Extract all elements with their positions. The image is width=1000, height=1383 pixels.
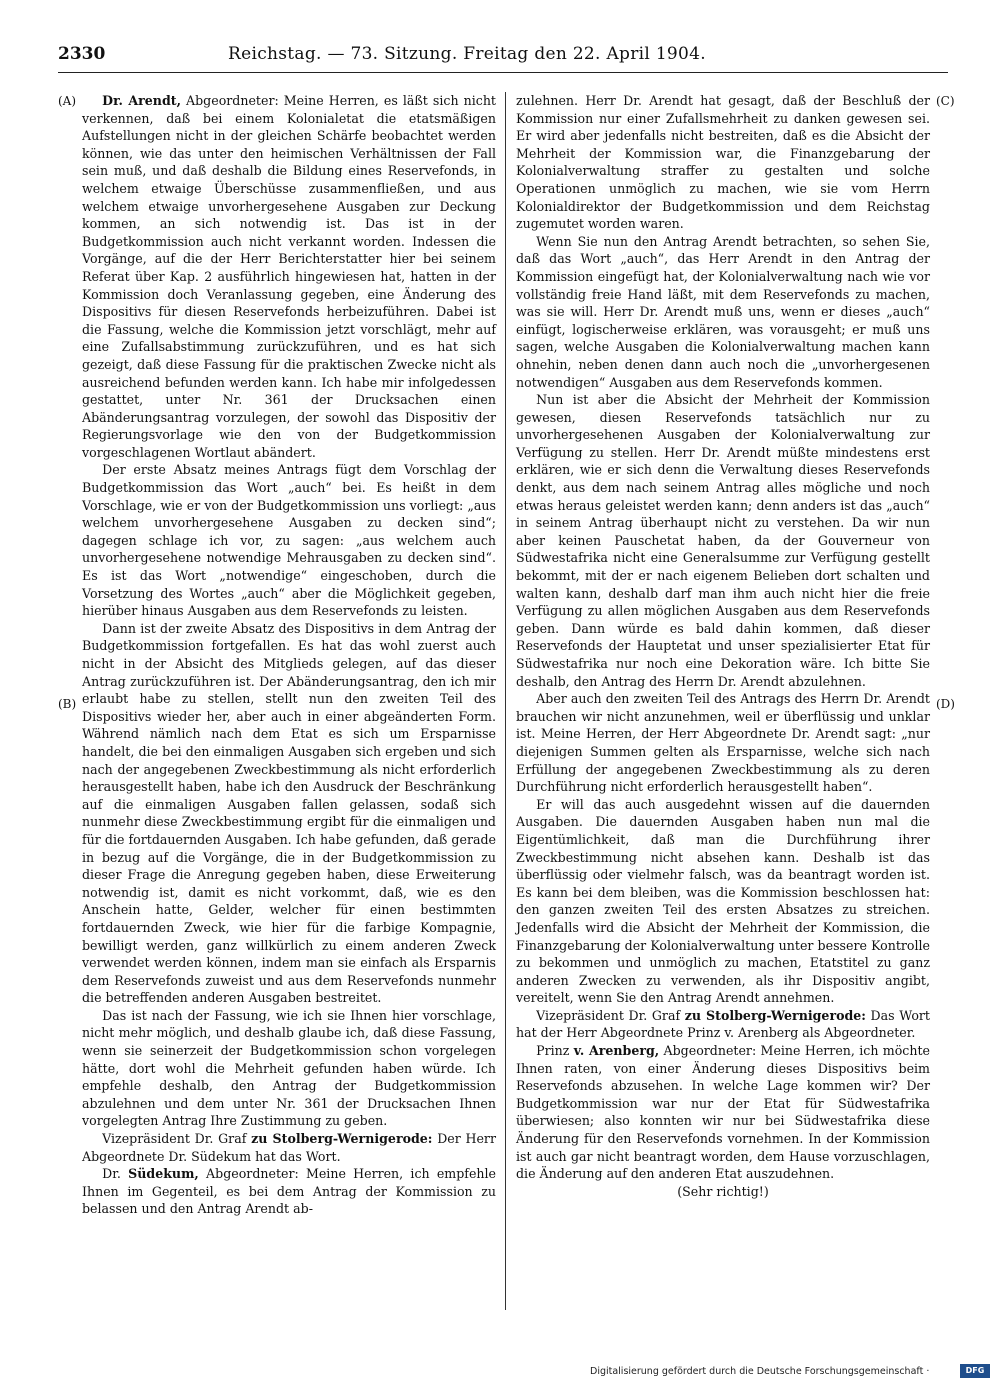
- paragraph: Wenn Sie nun den Antrag Arendt betrachten, so sehen Sie, daß das Wort „auch“, das Herr Arendt in den Antrag der Kommission eingefügt hat, der Kolonialverwaltung nach wie vor vollständig freie Hand läßt, mit dem Reservefonds zu machen, was sie will. Herr Dr. Arendt muß uns, wenn er dieses „auch“ einfügt, logischerweise erklären, was vorausgeht; er muß uns sagen, welche Ausgaben die Kolonialverwaltung machen kann ohnehin, neben denen dann auch noch die „unvorhergesenen notwendigen“ Ausgaben aus dem Reservefonds kommen.: [516, 233, 930, 390]
- speaker-prefix: Vizepräsident Dr. Graf: [536, 1007, 685, 1023]
- digitization-notice: Digitalisierung gefördert durch die Deutsche Forschungsgemeinschaft ·: [590, 1366, 930, 1377]
- paragraph: zulehnen. Herr Dr. Arendt hat gesagt, daß der Beschluß der Kommission nur einer Zufallsmehrheit zu danken gewesen sei. Er wird aber jedenfalls nicht bestreiten, daß es die Absicht der Mehrheit der Kommission war, die Finanzgebarung der Kolonialverwaltung straffer zu gestalten und solche Operationen unmöglich zu machen, wie sie vom Herrn Kolonialdirektor der Budgetkommission und dem Reichstag zugemutet worden waren.: [516, 93, 930, 232]
- speaker-name: zu Stolberg-Wernigerode:: [251, 1131, 433, 1147]
- paragraph: Er will das auch ausgedehnt wissen auf die dauernden Ausgaben. Die dauernden Ausgaben haben nun mal die Eigentümlichkeit, daß man die Durchführung ihrer Zweckbestimmung nicht absehen kann. Deshalb ist das überflüssig oder vielmehr falsch, was da beantragt worden ist. Es kann bei dem bleiben, was die Kommission beschlossen hat: den ganzen zweiten Teil des ersten Absatzes zu streichen. Jedenfalls wird die Absicht der Mehrheit der Kommission, die Finanzgebarung der Kolonialverwaltung unter bessere Kontrolle zu bekommen und unmöglich zu machen, Etatstitel zu ganz anderen Zwecken zu verwenden, als ihr Dispositiv angibt, vereitelt, wenn Sie den Antrag Arendt annehmen.: [516, 796, 930, 1006]
- right-column: [516, 92, 930, 1200]
- interjection: (Sehr richtig!): [677, 1183, 769, 1199]
- paragraph-text: Abgeordneter: Meine Herren, ich möchte Ihnen raten, von einer Änderung dieses Dispositivs beim Reservefonds abzusehen. In welche Lage kommen wir? Der Budgetkommission war nur der Etat für Südwestafrika überwiesen; also konnten wir nur bei Südwestafrika diese Änderung für den Reservefonds vornehmen. In der Kommission ist auch gar nicht beantragt worden, dem Hause vorzuschlagen, die Änderung auf den anderen Etat auszudehnen.: [516, 1043, 930, 1182]
- page-header: [58, 44, 948, 74]
- paragraph: Aber auch den zweiten Teil des Antrags des Herrn Dr. Arendt brauchen wir nicht anzunehmen, weil er überflüssig und unklar ist. Meine Herren, der Herr Abgeordnete Dr. Arendt sagt: „nur diejenigen Summen gelten als Ersparnisse, welche sich nach Erfüllung der angegebenen Zweckbestimmung als zu deren Durchführung nicht erforderlich herausgestellt haben“.: [516, 691, 930, 795]
- running-head: Reichstag. — 73. Sitzung. Freitag den 22. April 1904.: [228, 44, 706, 64]
- paragraph: Der erste Absatz meines Antrags fügt dem Vorschlag der Budgetkommission das Wort „auch“ bei. Es heißt in dem Vorschlage, wie er von der Budgetkommission uns vorliegt: „aus welchem unvorhergesehene Ausgaben zu decken sind“; dagegen schlage ich vor, zu sagen: „aus welchem auch unvorhergesehene notwendige Mehrausgaben zu decken sind“. Es ist das Wort „notwendige“ eingeschoben, durch die Vorsetzung des Wortes „auch“ aber die Möglichkeit gegeben, hierüber hinaus Ausgaben aus dem Reservefonds zu leisten.: [82, 462, 496, 619]
- dfg-logo: DFG: [960, 1364, 990, 1378]
- margin-mark-a: (A): [58, 94, 77, 108]
- paragraph-text: Das Wort hat der Herr Abgeordnete Prinz v. Arenberg als Abgeordneter.: [516, 1007, 930, 1041]
- speaker-name: zu Stolberg-Wernigerode:: [684, 1007, 866, 1023]
- margin-mark-c: (C): [936, 94, 955, 108]
- paragraph-text: Der Herr Abgeordnete Dr. Südekum hat das Wort.: [82, 1131, 496, 1164]
- left-column: [82, 92, 496, 1218]
- paragraph: Das ist nach der Fassung, wie ich sie Ihnen hier vorschlage, nicht mehr möglich, und deshalb glaube ich, daß diese Fassung, wenn sie seinerzeit der Budgetkommission schon vorgelegen hätte, dort wohl die Mehrheit gefunden haben würde. Ich empfehle deshalb, den Antrag der Budgetkommission abzulehnen und dem unter Nr. 361 der Drucksachen Ihnen vorgelegten Antrag Ihre Zustimmung zu geben.: [82, 1007, 496, 1129]
- speaker-name: Südekum,: [128, 1166, 199, 1182]
- speaker-prefix: Vizepräsident Dr. Graf: [102, 1131, 252, 1147]
- speaker-prefix: Dr.: [102, 1166, 129, 1182]
- paragraph: [516, 1042, 930, 1183]
- header-rule: [58, 72, 948, 73]
- paragraph: Nun ist aber die Absicht der Mehrheit der Kommission gewesen, diesen Reservefonds tatsächlich nur zu unvorhergesehenen Ausgaben der Kolonialverwaltung zur Verfügung zu stellen. Herr Dr. Arendt müßte mindestens erst erklären, wie er sich denn die Verwaltung dieses Reservefonds denkt, aus dem nach seinem Antrag alles mögliche und noch etwas heraus geleistet werden kann; denn anders ist das „auch“ in seinem Antrag überhaupt nicht zu verstehen. Da wir nun aber keinen Pauschetat haben, da der Gouverneur von Südwestafrika nicht eine Generalsumme zur Verfügung gestellt bekommt, mit der er nach eigenem Belieben dort schalten und walten kann, deshalb darf man ihm auch nicht hier die freie Verfügung zu allen möglichen Ausgaben aus dem Reservefonds geben. Dann würde es bald dahin kommen, daß dieser Reservefonds der Hauptetat und unser spezialisierter Etat für Südwestafrika nur noch eine Dekoration wäre. Ich bitte Sie deshalb, den Antrag des Herrn Dr. Arendt abzulehnen.: [516, 392, 930, 689]
- margin-mark-d: (D): [936, 697, 955, 711]
- paragraph: [516, 1007, 930, 1042]
- margin-mark-b: (B): [58, 697, 77, 711]
- page-number: 2330: [58, 44, 106, 64]
- speaker-prefix: Prinz: [536, 1043, 574, 1059]
- paragraph: [82, 1165, 496, 1218]
- speaker-name: Dr. Arendt,: [102, 93, 181, 108]
- speaker-name: v. Arenberg,: [573, 1043, 660, 1059]
- paragraph-text: Abgeordneter: Meine Herren, ich empfehle Ihnen im Gegenteil, es bei dem Antrag der Kommission zu belassen und den Antrag Arendt ab-: [82, 1166, 497, 1217]
- paragraph-text: Abgeordneter: Meine Herren, es läßt sich nicht verkennen, daß bei einem Kolonialetat die etatsmäßigen Aufstellungen nicht in der gleichen Schärfe beobachtet werden können, wie das unter den heimischen Verhältnissen der Fall sein muß, und daß deshalb die Bildung eines Reservefonds, in welchem etwaige Überschüsse zusammenfließen, und aus welchem etwaige unvorhergesehene Ausgaben zur Deckung kommen, an sich notwendig ist. Das ist in der Budgetkommission auch nicht verkannt worden. Indessen die Vorgänge, auf die der Herr Berichterstatter hier bei seinem Referat über Kap. 2 ausführlich hingewiesen hat, hatten in der Kommission doch Veranlassung gegeben, eine Änderung des Dispositivs für diesen Reservefonds herbeizuführen. Dabei ist die Fassung, welche die Kommission jetzt vorschlägt, mehr auf eine Zufallsabstimmung zurückzuführen, und es hat sich gezeigt, daß diese Fassung für die praktischen Zwecke nicht als ausreichend befunden werden kann. Ich habe mir infolgedessen gestattet, unter Nr. 361 der Drucksachen einen Abänderungsantrag vorzulegen, der sowohl das Dispositiv der Regierungsvorlage wie den von der Budgetkommission vorgeschlagenen Wortlaut abändert.: [82, 93, 496, 460]
- paragraph: [82, 92, 496, 461]
- paragraph: [82, 1130, 496, 1165]
- column-rule: [505, 92, 506, 1310]
- paragraph: Dann ist der zweite Absatz des Dispositivs in dem Antrag der Budgetkommission fortgefallen. Es hat das wohl zuerst auch nicht in der Absicht des Mitglieds gelegen, auf das dieser Antrag zurückzuführen ist. Der Abänderungsantrag, den ich mir erlaubt habe zu stellen, stellt nun den zweiten Teil des Dispositivs wieder her, aber auch in einer abgeänderten Form. Während nämlich nach dem Etat es sich um Ersparnisse handelt, die bei den einmaligen Ausgaben sich ergeben und sich nach der angegebenen Zweckbestimmung als nicht erforderlich herausgestellt haben, habe ich den Ausdruck der Beschränkung auf die einmaligen Ausgaben fallen gelassen, sodaß sich nunmehr diese Zweckbestimmung ergibt für die einmaligen und für die fortdauernden Ausgaben. Ich habe gefunden, daß gerade in bezug auf die Vorgänge, die in der Budgetkommission zu dieser Frage die Anregung gegeben haben, diese Erweiterung notwendig ist, damit es nicht vorkommt, daß, wie es den Anschein hatte, Gelder, welcher für einen bestimmten fortdauernden Zweck, wie hier für die farbige Kompagnie, bewilligt werden, ganz willkürlich zu einem anderen Zweck verwendet werden können, indem man sie einfach als Ersparnis dem Reservefonds zuweist und aus dem Reservefonds nunmehr die betreffenden anderen Ausgaben bestreitet.: [82, 620, 496, 1006]
